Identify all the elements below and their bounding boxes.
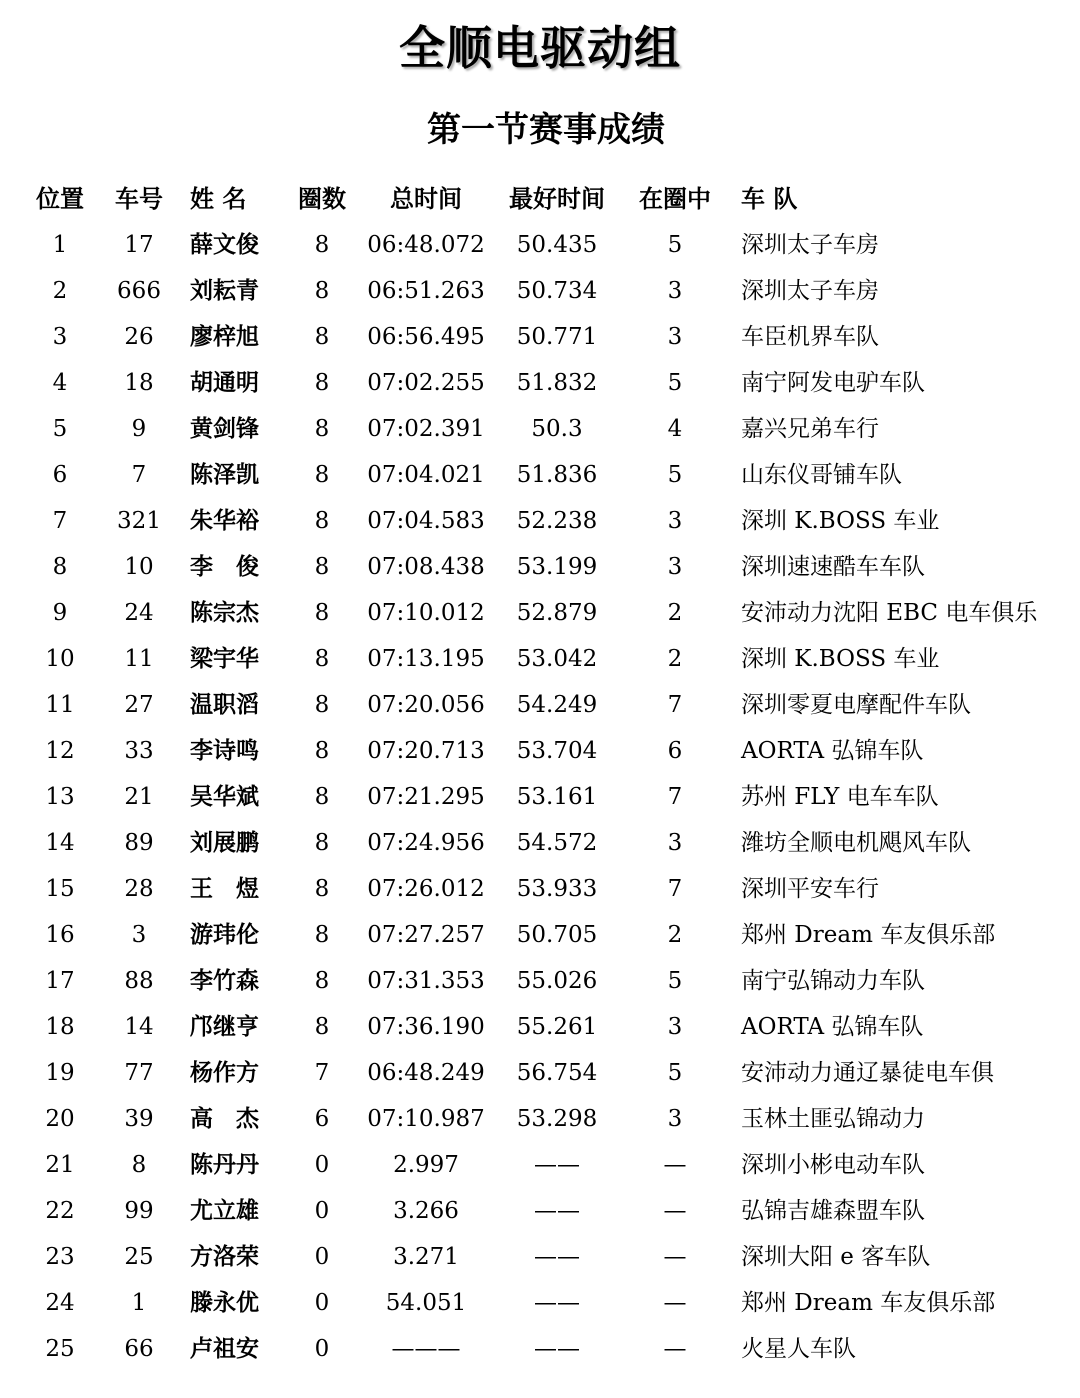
cell-total-time: 07:02.391 [367, 416, 485, 442]
cell-laps: 8 [314, 232, 330, 258]
table-row [0, 820, 1080, 866]
cell-team: 郑州 Dream 车友俱乐部 [741, 922, 996, 948]
cell-team: AORTA 弘锦车队 [741, 1014, 924, 1040]
cell-best-time: 55.261 [516, 1014, 598, 1040]
cell-team: 安沛动力沈阳 EBC 电车俱乐 [741, 600, 1038, 626]
table-row [0, 590, 1080, 636]
cell-team: 南宁弘锦动力车队 [741, 968, 925, 994]
cell-position: 21 [45, 1152, 75, 1178]
cell-laps: 8 [314, 508, 330, 534]
cell-position: 25 [45, 1336, 75, 1362]
cell-total-time: 07:24.956 [367, 830, 485, 856]
header-total-time: 总时间 [390, 185, 462, 213]
cell-total-time: 07:27.257 [367, 922, 485, 948]
cell-position: 10 [45, 646, 75, 672]
cell-total-time: 07:13.195 [367, 646, 485, 672]
cell-best-time: 50.435 [516, 232, 598, 258]
cell-name: 刘耘青 [190, 278, 259, 304]
cell-best-time: 50.705 [516, 922, 598, 948]
cell-in-lap: 3 [667, 554, 683, 580]
cell-name: 高 杰 [190, 1106, 259, 1132]
cell-total-time: 07:10.987 [367, 1106, 485, 1132]
cell-laps: 0 [314, 1336, 330, 1362]
cell-total-time: ——— [391, 1336, 461, 1362]
cell-team: 潍坊全顺电机飓风车队 [741, 830, 971, 856]
cell-best-time: 56.754 [516, 1060, 598, 1086]
cell-total-time: 06:51.263 [367, 278, 485, 304]
cell-car-number: 9 [131, 416, 147, 442]
cell-name: 李 俊 [190, 554, 259, 580]
cell-car-number: 18 [124, 370, 154, 396]
cell-in-lap: 7 [667, 784, 683, 810]
cell-position: 7 [52, 508, 68, 534]
cell-position: 22 [45, 1198, 75, 1224]
cell-team: 弘锦吉雄森盟车队 [741, 1198, 925, 1224]
cell-total-time: 54.051 [385, 1290, 467, 1316]
table-row [0, 360, 1080, 406]
table-row [0, 314, 1080, 360]
cell-total-time: 07:10.012 [367, 600, 485, 626]
cell-in-lap: 3 [667, 1014, 683, 1040]
cell-in-lap: 5 [667, 968, 683, 994]
table-row [0, 1004, 1080, 1050]
cell-position: 6 [52, 462, 68, 488]
cell-car-number: 21 [124, 784, 154, 810]
cell-total-time: 07:36.190 [367, 1014, 485, 1040]
cell-name: 陈丹丹 [190, 1152, 259, 1178]
cell-best-time: —— [534, 1244, 580, 1270]
header-laps: 圈数 [298, 185, 346, 213]
cell-car-number: 321 [117, 508, 161, 534]
cell-in-lap: 3 [667, 278, 683, 304]
cell-position: 12 [45, 738, 75, 764]
cell-in-lap: 2 [667, 646, 683, 672]
cell-position: 9 [52, 600, 68, 626]
table-row [0, 1050, 1080, 1096]
cell-best-time: 54.572 [516, 830, 598, 856]
cell-best-time: 51.832 [516, 370, 598, 396]
cell-name: 黄剑锋 [190, 416, 259, 442]
table-row [0, 866, 1080, 912]
cell-team: 深圳零夏电摩配件车队 [741, 692, 971, 718]
cell-position: 1 [52, 232, 68, 258]
cell-name: 陈宗杰 [190, 600, 259, 626]
cell-in-lap: 5 [667, 370, 683, 396]
table-header-row [0, 176, 1080, 222]
cell-total-time: 07:31.353 [367, 968, 485, 994]
cell-best-time: —— [534, 1198, 580, 1224]
table-row [0, 682, 1080, 728]
table-row [0, 452, 1080, 498]
cell-team: 深圳小彬电动车队 [741, 1152, 925, 1178]
cell-team: 南宁阿发电驴车队 [741, 370, 925, 396]
cell-laps: 0 [314, 1244, 330, 1270]
cell-car-number: 77 [124, 1060, 154, 1086]
cell-total-time: 07:04.583 [367, 508, 485, 534]
cell-best-time: 53.199 [516, 554, 598, 580]
cell-best-time: 51.836 [516, 462, 598, 488]
cell-position: 2 [52, 278, 68, 304]
cell-best-time: 53.704 [516, 738, 598, 764]
page-subtitle: 第一节赛事成绩 [427, 110, 665, 150]
cell-car-number: 11 [124, 646, 154, 672]
cell-in-lap: — [663, 1152, 687, 1178]
cell-name: 薛文俊 [190, 232, 259, 258]
cell-name: 陈泽凯 [190, 462, 259, 488]
cell-position: 23 [45, 1244, 75, 1270]
cell-car-number: 1 [131, 1290, 147, 1316]
cell-car-number: 14 [124, 1014, 154, 1040]
table-row [0, 912, 1080, 958]
cell-laps: 8 [314, 324, 330, 350]
cell-name: 刘展鹏 [190, 830, 259, 856]
header-name: 姓 名 [190, 185, 247, 213]
cell-in-lap: 5 [667, 232, 683, 258]
cell-best-time: 53.933 [516, 876, 598, 902]
cell-best-time: 55.026 [516, 968, 598, 994]
cell-name: 廖梓旭 [190, 324, 259, 350]
cell-team: 深圳大阳 e 客车队 [741, 1244, 931, 1270]
cell-laps: 8 [314, 416, 330, 442]
cell-laps: 8 [314, 830, 330, 856]
cell-name: 温职滔 [190, 692, 259, 718]
cell-best-time: —— [534, 1336, 580, 1362]
cell-car-number: 99 [124, 1198, 154, 1224]
cell-laps: 8 [314, 922, 330, 948]
cell-laps: 8 [314, 876, 330, 902]
cell-in-lap: — [663, 1336, 687, 1362]
cell-best-time: 53.161 [516, 784, 598, 810]
cell-in-lap: 3 [667, 830, 683, 856]
cell-laps: 0 [314, 1152, 330, 1178]
table-row [0, 406, 1080, 452]
cell-team: 深圳太子车房 [741, 278, 879, 304]
cell-name: 朱华裕 [190, 508, 259, 534]
cell-name: 卢祖安 [190, 1336, 259, 1362]
table-body [0, 222, 1080, 1372]
cell-name: 游玮伦 [190, 922, 259, 948]
table-row [0, 728, 1080, 774]
cell-car-number: 8 [131, 1152, 147, 1178]
cell-name: 杨作方 [190, 1060, 259, 1086]
cell-car-number: 89 [124, 830, 154, 856]
table-row [0, 1326, 1080, 1372]
cell-position: 16 [45, 922, 75, 948]
cell-team: AORTA 弘锦车队 [741, 738, 924, 764]
cell-in-lap: 4 [667, 416, 683, 442]
cell-laps: 8 [314, 278, 330, 304]
cell-car-number: 10 [124, 554, 154, 580]
cell-name: 邝继亨 [190, 1014, 259, 1040]
cell-position: 4 [52, 370, 68, 396]
cell-total-time: 2.997 [393, 1152, 459, 1178]
table-row [0, 774, 1080, 820]
cell-laps: 8 [314, 554, 330, 580]
cell-position: 11 [45, 692, 75, 718]
cell-laps: 8 [314, 784, 330, 810]
page-title: 全顺电驱动组 [399, 21, 681, 75]
cell-position: 14 [45, 830, 75, 856]
cell-name: 方洛荣 [190, 1244, 259, 1270]
table-row [0, 1096, 1080, 1142]
cell-name: 尤立雄 [190, 1198, 259, 1224]
cell-name: 梁宇华 [190, 646, 259, 672]
cell-in-lap: 3 [667, 324, 683, 350]
cell-name: 王 煜 [190, 876, 259, 902]
cell-in-lap: 7 [667, 876, 683, 902]
cell-name: 滕永优 [190, 1290, 259, 1316]
table-row [0, 544, 1080, 590]
cell-best-time: 50.734 [516, 278, 598, 304]
cell-team: 嘉兴兄弟车行 [741, 416, 879, 442]
cell-car-number: 33 [124, 738, 154, 764]
header-car-number: 车号 [115, 185, 163, 213]
cell-name: 胡通明 [190, 370, 259, 396]
cell-best-time: 52.238 [516, 508, 598, 534]
cell-team: 郑州 Dream 车友俱乐部 [741, 1290, 996, 1316]
cell-team: 深圳 K.BOSS 车业 [741, 508, 940, 534]
cell-position: 15 [45, 876, 75, 902]
cell-total-time: 3.271 [393, 1244, 459, 1270]
cell-in-lap: 2 [667, 922, 683, 948]
cell-position: 19 [45, 1060, 75, 1086]
cell-in-lap: 3 [667, 1106, 683, 1132]
cell-car-number: 24 [124, 600, 154, 626]
cell-position: 17 [45, 968, 75, 994]
cell-position: 13 [45, 784, 75, 810]
cell-laps: 8 [314, 370, 330, 396]
cell-total-time: 07:20.713 [367, 738, 485, 764]
cell-car-number: 26 [124, 324, 154, 350]
cell-total-time: 07:08.438 [367, 554, 485, 580]
header-position: 位置 [36, 185, 84, 213]
cell-team: 苏州 FLY 电车车队 [741, 784, 939, 810]
cell-team: 安沛动力通辽暴徒电车俱 [741, 1060, 994, 1086]
cell-team: 深圳速速酷车车队 [741, 554, 925, 580]
cell-in-lap: — [663, 1198, 687, 1224]
table-row [0, 498, 1080, 544]
cell-in-lap: 5 [667, 1060, 683, 1086]
cell-best-time: —— [534, 1152, 580, 1178]
cell-laps: 0 [314, 1198, 330, 1224]
cell-name: 吴华斌 [190, 784, 259, 810]
table-row [0, 1280, 1080, 1326]
cell-laps: 8 [314, 646, 330, 672]
cell-laps: 8 [314, 600, 330, 626]
cell-total-time: 06:48.072 [367, 232, 485, 258]
cell-best-time: 50.3 [531, 416, 583, 442]
table-row [0, 636, 1080, 682]
cell-laps: 8 [314, 462, 330, 488]
cell-car-number: 88 [124, 968, 154, 994]
cell-laps: 8 [314, 738, 330, 764]
header-best-time: 最好时间 [509, 185, 605, 213]
cell-team: 深圳平安车行 [741, 876, 879, 902]
cell-best-time: 54.249 [516, 692, 598, 718]
cell-team: 火星人车队 [741, 1336, 856, 1362]
table-row [0, 1142, 1080, 1188]
cell-position: 20 [45, 1106, 75, 1132]
cell-total-time: 07:26.012 [367, 876, 485, 902]
cell-position: 8 [52, 554, 68, 580]
cell-laps: 8 [314, 1014, 330, 1040]
table-row [0, 1188, 1080, 1234]
cell-team: 深圳太子车房 [741, 232, 879, 258]
cell-total-time: 06:56.495 [367, 324, 485, 350]
cell-position: 24 [45, 1290, 75, 1316]
cell-in-lap: 2 [667, 600, 683, 626]
cell-total-time: 3.266 [393, 1198, 459, 1224]
cell-team: 山东仪哥铺车队 [741, 462, 902, 488]
cell-in-lap: — [663, 1290, 687, 1316]
cell-laps: 0 [314, 1290, 330, 1316]
table-row [0, 222, 1080, 268]
cell-car-number: 666 [117, 278, 161, 304]
cell-position: 5 [52, 416, 68, 442]
cell-best-time: 52.879 [516, 600, 598, 626]
cell-name: 李诗鸣 [190, 738, 259, 764]
cell-in-lap: 6 [667, 738, 683, 764]
results-table [0, 176, 1080, 1372]
cell-car-number: 66 [124, 1336, 154, 1362]
cell-in-lap: 7 [667, 692, 683, 718]
cell-best-time: —— [534, 1290, 580, 1316]
header-team: 车 队 [741, 185, 798, 213]
table-row [0, 1234, 1080, 1280]
cell-in-lap: 5 [667, 462, 683, 488]
cell-in-lap: 3 [667, 508, 683, 534]
cell-total-time: 07:21.295 [367, 784, 485, 810]
table-row [0, 958, 1080, 1004]
cell-car-number: 25 [124, 1244, 154, 1270]
cell-car-number: 17 [124, 232, 154, 258]
header-in-lap: 在圈中 [639, 185, 711, 213]
cell-laps: 8 [314, 968, 330, 994]
cell-team: 车臣机界车队 [741, 324, 879, 350]
cell-best-time: 53.042 [516, 646, 598, 672]
cell-laps: 7 [314, 1060, 330, 1086]
cell-team: 深圳 K.BOSS 车业 [741, 646, 940, 672]
cell-team: 玉林土匪弘锦动力 [741, 1106, 925, 1132]
cell-total-time: 07:04.021 [367, 462, 485, 488]
cell-car-number: 28 [124, 876, 154, 902]
cell-best-time: 50.771 [516, 324, 598, 350]
cell-laps: 8 [314, 692, 330, 718]
cell-laps: 6 [314, 1106, 330, 1132]
cell-total-time: 07:20.056 [367, 692, 485, 718]
cell-in-lap: — [663, 1244, 687, 1270]
cell-car-number: 7 [131, 462, 147, 488]
cell-position: 3 [52, 324, 68, 350]
cell-car-number: 39 [124, 1106, 154, 1132]
cell-car-number: 3 [131, 922, 147, 948]
cell-best-time: 53.298 [516, 1106, 598, 1132]
cell-total-time: 07:02.255 [367, 370, 485, 396]
table-row [0, 268, 1080, 314]
cell-position: 18 [45, 1014, 75, 1040]
cell-total-time: 06:48.249 [367, 1060, 485, 1086]
cell-name: 李竹森 [190, 968, 259, 994]
cell-car-number: 27 [124, 692, 154, 718]
